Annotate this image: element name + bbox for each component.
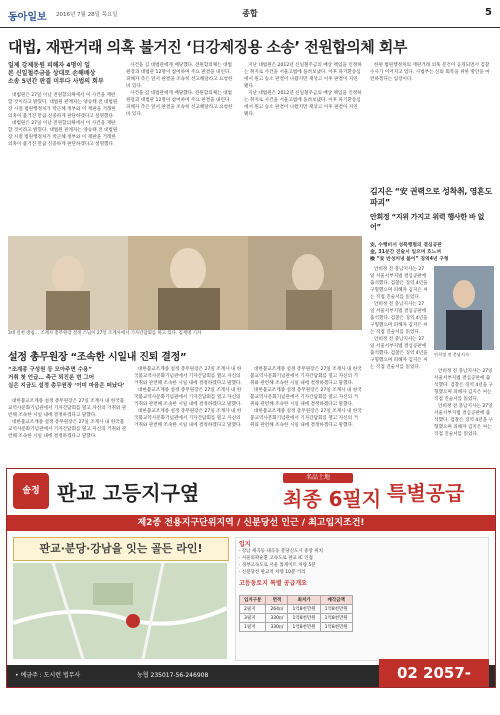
paragraph: 대한불교조계종 설정 총무원장은 27일 조계사 내 한국불교역사문화기념관에서 기자간담회를 열고 자신의 거취와 관련해 조속한 시일 내에 결정하겠다고 말했다. [250, 409, 362, 428]
paragraph: 안희정 전 충남지사는 27일 서울서부지법 결심공판에 출석했다. 검찰은 징역 4년을 구형했으며 피해자 김지은 씨는 직접 진술서를 읽었다. [434, 404, 494, 437]
table-row [240, 614, 353, 623]
table-header: 면적 [266, 596, 288, 605]
quote-line: 실은 지금도 설정 총무원장 ‘이미 마음은 떠났다’ [8, 383, 125, 389]
ad-badge: 名品土地 [283, 473, 353, 483]
table-cell: 330㎡ [266, 623, 288, 632]
paragraph: 대한불교조계종 설정 총무원장은 27일 조계사 내 한국불교역사문화기념관에서 기자간담회를 열고 자신의 거취와 관련해 조속한 시일 내에 결정하겠다고 말했다. [8, 399, 127, 418]
article3-subtitle: 안희정 “지위 가지고 위력 행사한 바 없어” [370, 213, 485, 231]
masthead [0, 0, 500, 28]
lead-line: 소송 5년간 판결 미루다 사법의 회부 [8, 78, 104, 85]
article-column [250, 366, 362, 462]
ad-logo: 솔정 [13, 473, 49, 509]
info-line: · 강남 세곡동 내곡동 분당신도시 중앙 위치 [239, 549, 323, 554]
table-cell: 1억8천만원 [320, 623, 352, 632]
quote-line: 檢 “安 반성커녕 불어” 징역4년 구형 [370, 257, 449, 262]
article-column [370, 62, 492, 110]
table-header-row [240, 596, 353, 605]
table-cell: 1필지 [240, 623, 266, 632]
table-cell: 1억8천만원 [288, 623, 320, 632]
paragraph: 대한불교조계종 설정 총무원장은 27일 조계사 내 한국불교역사문화기념관에서 기자간담회를 열고 자신의 거취와 관련해 조속한 시일 내에 결정하겠다고 말했다. [134, 388, 242, 407]
ad-aerial-map [13, 563, 227, 659]
ad-banner: 판교·분당·강남을 잇는 골든 라인! [13, 537, 229, 561]
quote-line: 거취 첫 언급… 측근 퇴진론 번 그어 [8, 375, 95, 381]
table-cell: 3필지 [240, 614, 266, 623]
paragraph: 안희정 전 충남지사는 27일 서울서부지법 결심공판에 출석했다. 검찰은 징역 4년을 구형했으며 피해자 김지은 씨는 직접 진술서를 읽었다. [370, 302, 428, 335]
photo-caption: 안희정 전 충남지사 [434, 352, 470, 357]
info-line: · 신분당선 판교역 차량 10분 거리 [239, 570, 306, 575]
paragraph: 사건을 김 대법관에게 배당했다. 전원합의체는 대법원장과 대법관 12명이 참여하며 주요 판결을 내린다. 피해자 측은 앞서 판결을 조속히 선고해달라고 요청한 바 있다. [126, 91, 233, 117]
table-header: 입지구분 [240, 596, 266, 605]
table-row [240, 623, 353, 632]
info-line: · 서울외곽순환 고속도로 판교 IC 인접 [239, 556, 313, 561]
paragraph: 지난 대법원은 2012년 신일철주금의 배상 책임을 인정하는 취지로 사건을 서울고법에 돌려보냈다. 이후 파기환송심에서 원고 승소 판결이 나왔지만 재상고 이후 판결이 지연됐다. [244, 63, 362, 89]
ad-title-offer: 특별공급 [387, 481, 465, 505]
ad-location-info [239, 541, 389, 587]
info-line: · 경부고속도로 서울 톨게이트 차량 5분 [239, 563, 316, 568]
paragraph: 안희정 전 충남지사는 27일 서울서부지법 결심공판에 출석했다. 검찰은 징역 4년을 구형했으며 피해자 김지은 씨는 직접 진술서를 읽었다. [370, 267, 428, 300]
article-column [370, 266, 428, 462]
paragraph: 안희정 전 충남지사는 27일 서울서부지법 결심공판에 출석했다. 검찰은 징역 4년을 구형했으며 피해자 김지은 씨는 직접 진술서를 읽었다. [434, 369, 494, 402]
table-header: 매각금액 [320, 596, 352, 605]
paragraph: 대법원은 27일 이날 전원합의체에서 이 사건을 재판할 것이라고 밝혔다. 대법원 관계자는 양승태 전 대법원장 시절 법원행정처가 박근혜 정부와 이 재판을 거래한 의혹이 불거진 만큼 신중하게 판단하겠다고 설명했다. [8, 93, 118, 119]
photo-ahn-image [434, 266, 494, 350]
info-heading: 입지 [239, 541, 251, 548]
ad-title-count: 최종 6필지 [283, 487, 382, 511]
article2-title: 설정 총무원장 “조속한 시일내 진퇴 결정” [8, 352, 187, 363]
table-cell: 264㎡ [266, 605, 288, 614]
table-cell: 1억8천만원 [320, 614, 352, 623]
paragraph: 대한불교조계종 설정 총무원장은 27일 조계사 내 한국불교역사문화기념관에서 기자간담회를 열고 자신의 거취와 관련해 조속한 시일 내에 결정하겠다고 말했다. [250, 388, 362, 407]
lead-line: 일제 강제동원 피해자 4명이 일 [8, 62, 91, 69]
issue-date: 2016년 7월 28일 목요일 [56, 12, 118, 18]
table-cell: 1억8천만원 [320, 605, 352, 614]
table-cell: 2필지 [240, 605, 266, 614]
article3-quote [370, 242, 494, 263]
ad-phone-number[interactable]: 02 2057-1777 [379, 659, 489, 687]
paragraph: 한편 법원행정처의 재판거래 의혹 문건이 공개되면서 검찰 수사가 이어지고 있다. 사법부는 신뢰 회복을 위한 방안을 마련하겠다는 입장이다. [370, 63, 490, 82]
table-row [240, 605, 353, 614]
ad-tagline: 제2종 전용지구단위지역 / 신분당선 인근 / 최고입지조건! [7, 515, 495, 531]
ad-title-location: 판교 고등지구옆 [57, 481, 200, 505]
photo-monks-image [8, 236, 362, 330]
table-cell: 1억8천만원 [288, 614, 320, 623]
article-column [8, 398, 128, 462]
quote-line: 金, 31분간 진술서 일으며 흐느껴 [370, 250, 441, 255]
article-column [434, 368, 494, 462]
photo-monks [8, 236, 362, 330]
footer-account-holder: • 예금주 : 도시런 법무사 [15, 672, 81, 679]
table-cell: 330㎡ [266, 614, 288, 623]
paragraph: 대한불교조계종 설정 총무원장은 27일 조계사 내 한국불교역사문화기념관에서 기자간담회를 열고 자신의 거취와 관련해 조속한 시일 내에 결정하겠다고 말했다. [134, 409, 242, 428]
ad-supply-table [239, 595, 353, 632]
table-cell: 1억8천만원 [288, 605, 320, 614]
real-estate-ad [6, 468, 496, 710]
paragraph: 대한불교조계종 설정 총무원장은 27일 조계사 내 한국불교역사문화기념관에서 기자간담회를 열고 자신의 거취와 관련해 조속한 시일 내에 결정하겠다고 말했다. [250, 367, 362, 386]
lead-line: 본 신일철주금을 상대로 손해배상 [8, 70, 96, 77]
lead-block [8, 62, 118, 86]
section-name: 종합 [242, 9, 258, 18]
table-heading: 고등동토지 특별 공급개요 [239, 580, 307, 587]
article-column [244, 62, 362, 230]
quote-line: 安, 수행비서 성폭행혐의 결심공판 [370, 243, 442, 248]
main-headline: 대법, 재판거래 의혹 불거진 ‘日강제징용 소송’ 전원합의체 회부 [8, 38, 407, 56]
article3-title: 김지은 “安 권력으로 성착취, 영혼도 파괴” [370, 187, 492, 207]
paragraph: 대한불교조계종 설정 총무원장은 27일 조계사 내 한국불교역사문화기념관에서 기자간담회를 열고 자신의 거취와 관련해 조속한 시일 내에 결정하겠다고 말했다. [8, 420, 127, 439]
paragraph: 안희정 전 충남지사는 27일 서울서부지법 결심공판에 출석했다. 검찰은 징역 4년을 구형했으며 피해자 김지은 씨는 직접 진술서를 읽었다. [370, 337, 428, 370]
article2-quote [8, 366, 128, 390]
newspaper-logo: 동아일보 [8, 12, 47, 23]
paragraph: 사건을 김 대법관에게 배당했다. 전원합의체는 대법원장과 대법관 12명이 참여하며 주요 판결을 내린다. 피해자 측은 앞서 판결을 조속히 선고해달라고 요청한 바 있다. [126, 63, 233, 89]
aerial-map-image [13, 563, 227, 659]
footer-account-number: 농협 235017-56-246908 [137, 672, 209, 679]
paragraph: 지난 대법원은 2012년 신일철주금의 배상 책임을 인정하는 취지로 사건을 서울고법에 돌려보냈다. 이후 파기환송심에서 원고 승소 판결이 나왔지만 재상고 이후 판결이 지연됐다. [244, 91, 362, 117]
photo-caption: 3대 실천 방침... 조계사 총무원장 설정 스님이 27일 조계사에서 기자간담회를 하고 있다. 김재명 기자 [8, 331, 202, 336]
paragraph: 대법원은 27일 이날 전원합의체에서 이 사건을 재판할 것이라고 밝혔다. 대법원 관계자는 양승태 전 대법원장 시절 법원행정처가 박근혜 정부와 이 재판을 거래한 의혹이 불거진 만큼 신중하게 판단하겠다고 설명했다. [8, 121, 118, 147]
article-column [126, 62, 236, 230]
quote-line: “조계종 구성원 등 모아주면 수용” [8, 367, 92, 373]
article-column [8, 92, 118, 230]
paragraph: 대한불교조계종 설정 총무원장은 27일 조계사 내 한국불교역사문화기념관에서 기자간담회를 열고 자신의 거취와 관련해 조속한 시일 내에 결정하겠다고 말했다. [134, 367, 242, 386]
table-header: 최저가 [288, 596, 320, 605]
photo-ahn [434, 266, 494, 350]
page-number: 5 [485, 7, 492, 18]
article-column [134, 366, 244, 462]
